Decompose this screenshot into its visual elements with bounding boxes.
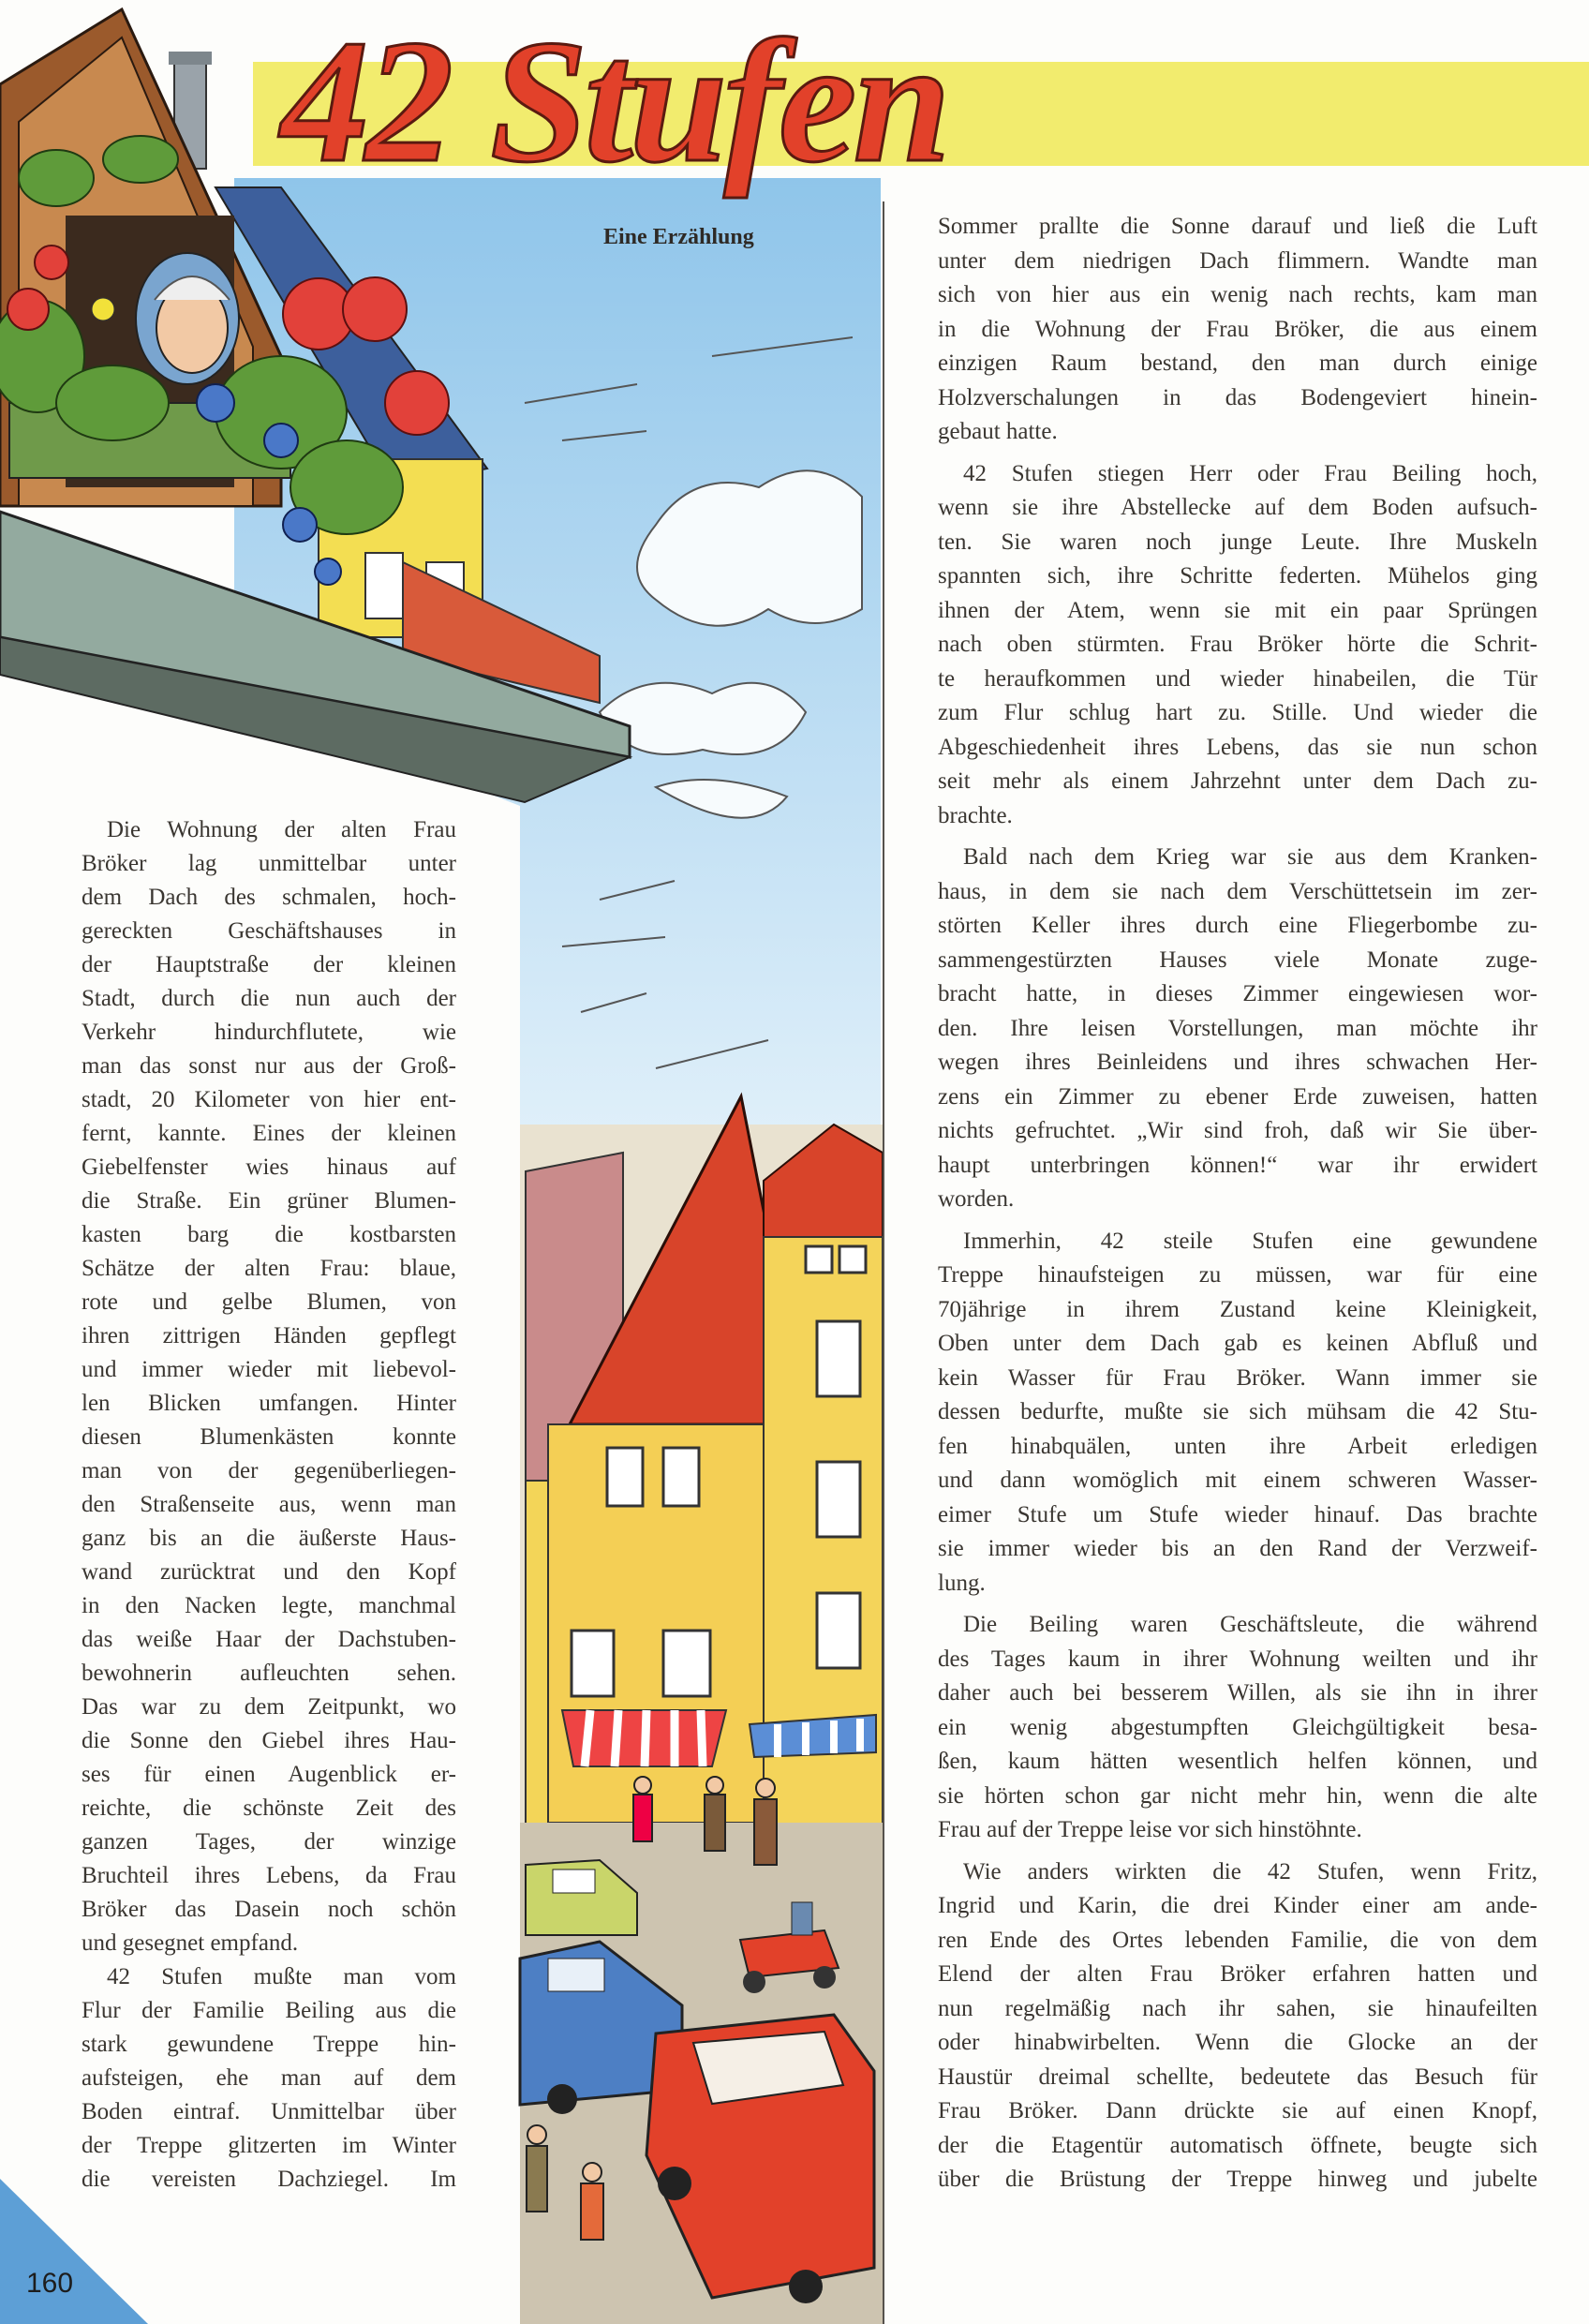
text-line: 70jährige in ihrem Zustand keine Kleinigkeit, — [938, 1296, 1537, 1322]
text-line: Holzverschalungen in das Bodengeviert hinein- — [938, 384, 1537, 410]
text-line: der Treppe glitzerten im Winter — [82, 2133, 456, 2158]
text-line: ganzen Tages, der winzige — [82, 1829, 456, 1855]
text-line: Abgeschiedenheit ihres Lebens, das sie nun schon — [938, 734, 1537, 760]
text-line: ganz bis an die äußerste Haus- — [82, 1526, 456, 1551]
text-line: rote und gelbe Blumen, von — [82, 1289, 456, 1315]
text-line: ihnen der Atem, wenn sie mit ein paar Sprüngen — [938, 597, 1537, 623]
text-line: eimer Stufe um Stufe wieder hinauf. Das brachte — [938, 1501, 1537, 1527]
text-line: nichts gefruchtet. „Wir sind froh, daß wir Sie über- — [938, 1118, 1537, 1143]
text-line: nun regelmäßig nach ihr sahen, sie hinaufeilten — [938, 1995, 1537, 2021]
text-line: kein Wasser für Frau Bröker. Wann immer sie — [938, 1364, 1537, 1391]
text-line: nach oben stürmten. Frau Bröker hörte die Schrit- — [938, 632, 1537, 657]
text-line: Boden eintraf. Unmittelbar über — [82, 2099, 456, 2124]
text-line: Immerhin, 42 steile Stufen eine gewundene — [963, 1228, 1537, 1254]
text-line: aufsteigen, ehe man auf dem — [82, 2065, 456, 2091]
text-line: Flur der Familie Beiling aus die — [82, 1998, 456, 2023]
text-line: unter dem niedrigen Dach flimmern. Wandte man — [938, 247, 1537, 274]
paragraph — [938, 457, 1537, 834]
text-line: über die Brüstung der Treppe hinweg und jubelte — [938, 2167, 1537, 2192]
text-line: dessen bedurfte, mußte sie sich mühsam die 42 Stu- — [938, 1399, 1537, 1424]
text-line: Verkehr hindurchflutete, wie — [82, 1020, 456, 1045]
text-line: len Blicken umfangen. Hinter — [82, 1391, 456, 1416]
text-line: Wie anders wirkten die 42 Stufen, wenn Fritz, — [963, 1858, 1537, 1885]
text-line: die Sonne den Giebel ihres Hau- — [82, 1728, 456, 1753]
story-subtitle: Eine Erzählung — [603, 225, 754, 249]
text-line: wenn sie ihre Abstellecke auf dem Boden aufsuch- — [938, 495, 1537, 520]
text-line: 42 Stufen stiegen Herr oder Frau Beiling hoch, — [963, 460, 1537, 486]
text-line: Sommer prallte die Sonne darauf und ließ die Luft — [938, 214, 1537, 239]
text-line: ses für einen Augenblick er- — [82, 1762, 456, 1787]
text-line: dem Dach des schmalen, hoch- — [82, 885, 456, 910]
text-line: die Straße. Ein grüner Blumen- — [82, 1188, 456, 1214]
text-line: bewohnerin aufleuchten sehen. — [82, 1661, 456, 1686]
text-line: des Tages kaum in ihrer Wohnung weilten und ihr — [938, 1646, 1537, 1672]
text-line: kasten barg die kostbarsten — [82, 1222, 456, 1247]
text-line: bracht hatte, in dieses Zimmer eingewiesen wor- — [938, 981, 1537, 1006]
text-line: Bald nach dem Krieg war sie aus dem Kranken- — [963, 844, 1537, 870]
text-line: man von der gegenüberliegen- — [82, 1458, 456, 1483]
text-line: Bruchteil ihres Lebens, da Frau — [82, 1863, 456, 1888]
paragraph — [82, 813, 456, 1960]
text-line: Giebelfenster wies hinaus auf — [82, 1155, 456, 1180]
paragraph — [938, 210, 1537, 450]
paragraph — [938, 1225, 1537, 1601]
text-line: ten. Sie waren noch junge Leute. Ihre Muskeln — [938, 529, 1537, 555]
text-line: ren Ende des Ortes lebenden Familie, die von dem — [938, 1927, 1537, 1953]
text-line: Haustür dreimal schellte, bedeutete das Besuch für — [938, 2063, 1537, 2090]
text-line: Frau auf der Treppe leise vor sich hinstöhnte. — [938, 1817, 1362, 1842]
text-line: das weiße Haar der Dachstuben- — [82, 1627, 456, 1652]
paragraph — [938, 1608, 1537, 1848]
text-line: haus, in dem sie nach dem Verschüttetsein im zer- — [938, 878, 1537, 904]
right-text-column — [938, 210, 1537, 2205]
street-scene — [520, 1096, 883, 2324]
text-line: Das war zu dem Zeitpunkt, wo — [82, 1694, 456, 1720]
text-line: Die Wohnung der alten Frau — [107, 817, 456, 842]
text-line: den. Ihre leisen Vorstellungen, man möchte ihr — [938, 1015, 1537, 1041]
text-line: ßen, kaum hätten wesentlich helfen können, und — [938, 1749, 1537, 1774]
text-line: wand zurücktrat und den Kopf — [82, 1559, 456, 1585]
awning-red — [562, 1710, 726, 1766]
text-line: und immer wieder mit liebevol- — [82, 1357, 456, 1382]
text-line: sie immer wieder bis an den Rand der Verzweif- — [938, 1536, 1537, 1561]
text-line: wegen ihres Beinleidens und ihres schwachen Her- — [938, 1050, 1537, 1075]
text-line: oder hinabwirbelten. Wenn die Glocke an der — [938, 2030, 1537, 2055]
old-woman — [136, 253, 239, 384]
text-line: stark gewundene Treppe hin- — [82, 2032, 456, 2057]
text-line: spannten sich, ihre Schritte federten. Mühelos ging — [938, 563, 1537, 588]
text-line: Oben unter dem Dach gab es keinen Abfluß und — [938, 1331, 1537, 1356]
text-line: ihren zittrigen Händen gepflegt — [82, 1323, 456, 1348]
text-line: sammengestürzten Hauses viele Monate zuge- — [938, 946, 1537, 973]
text-line: gereckten Geschäftshauses in — [82, 918, 456, 944]
text-line: den Straßenseite aus, wenn man — [82, 1492, 456, 1517]
text-line: ein wenig abgestumpften Gleichgültigkeit besa- — [938, 1714, 1537, 1740]
text-line: reichte, die schönste Zeit des — [82, 1795, 456, 1821]
text-line: störten Keller ihres durch eine Fliegerbombe zu- — [938, 913, 1537, 938]
text-line: zum Flur schlug hart zu. Stille. Und wieder die — [938, 700, 1537, 725]
text-line: und gesegnet empfand. — [82, 1930, 299, 1956]
text-line: 42 Stufen mußte man vom — [107, 1964, 456, 1989]
column-divider — [883, 201, 884, 2324]
corner-decoration — [0, 2179, 148, 2324]
text-line: die vereisten Dachziegel. Im — [82, 2167, 456, 2192]
text-line: haupt unterbringen können!“ war ihr erwidert — [938, 1152, 1537, 1178]
page-number: 160 — [26, 2268, 74, 2299]
paragraph — [82, 1960, 456, 2197]
text-line: Frau Bröker. Dann drückte sie auf einen Knopf, — [938, 2098, 1537, 2123]
text-line: sich von hier aus ein wenig nach rechts, kam man — [938, 282, 1537, 307]
text-line: Bröker lag unmittelbar unter — [82, 851, 456, 876]
text-line: zens ein Zimmer zu ebener Erde zuweisen, hatten — [938, 1083, 1537, 1110]
text-line: fernt, kannte. Eines der kleinen — [82, 1121, 456, 1146]
text-line: brachte. — [938, 802, 1013, 828]
text-line: Elend der alten Frau Bröker erfahren hatten und — [938, 1961, 1537, 1987]
text-line: stadt, 20 Kilometer von hier ent- — [82, 1087, 456, 1112]
text-line: in den Nacken legte, manchmal — [82, 1593, 456, 1618]
text-line: worden. — [938, 1186, 1015, 1212]
text-line: sie hörten schon gar nicht mehr hin, wenn die alte — [938, 1782, 1537, 1809]
text-line: man das sonst nur aus der Groß- — [82, 1053, 456, 1079]
text-line: Die Beiling waren Geschäftsleute, die während — [963, 1612, 1537, 1637]
paragraph — [938, 1855, 1537, 2197]
text-line: Schätze der alten Frau: blaue, — [82, 1256, 456, 1281]
text-line: der die Etagentür automatisch öffnete, beugte sich — [938, 2132, 1537, 2158]
text-line: einzigen Raum bestand, den man durch einige — [938, 350, 1537, 376]
text-line: te heraufkommen und wieder hinabeilen, die Tür — [938, 665, 1537, 692]
text-line: lung. — [938, 1570, 986, 1596]
text-line: Stadt, durch die nun auch der — [82, 986, 456, 1011]
text-line: Bröker das Dasein noch schön — [82, 1897, 456, 1922]
story-title: 42 Stufen — [281, 3, 947, 199]
text-line: in die Wohnung der Frau Bröker, die aus einem — [938, 316, 1537, 342]
text-line: Ingrid und Karin, die drei Kinder einer am ande- — [938, 1893, 1537, 1918]
text-line: daher auch bei besserem Willen, als sie ihn in ihrer — [938, 1680, 1537, 1706]
left-text-column — [82, 813, 456, 2197]
text-line: und dann womöglich mit einem schweren Wasser- — [938, 1467, 1537, 1493]
text-line: diesen Blumenkästen konnte — [82, 1424, 456, 1450]
text-line: fen hinabquälen, unten ihre Arbeit erledigen — [938, 1433, 1537, 1459]
text-line: gebaut hatte. — [938, 419, 1058, 444]
text-line: seit mehr als einem Jahrzehnt unter dem Dach zu- — [938, 768, 1537, 794]
text-line: Treppe hinaufsteigen zu müssen, war für eine — [938, 1262, 1537, 1288]
text-line: der Hauptstraße der kleinen — [82, 952, 456, 977]
paragraph — [938, 841, 1537, 1217]
